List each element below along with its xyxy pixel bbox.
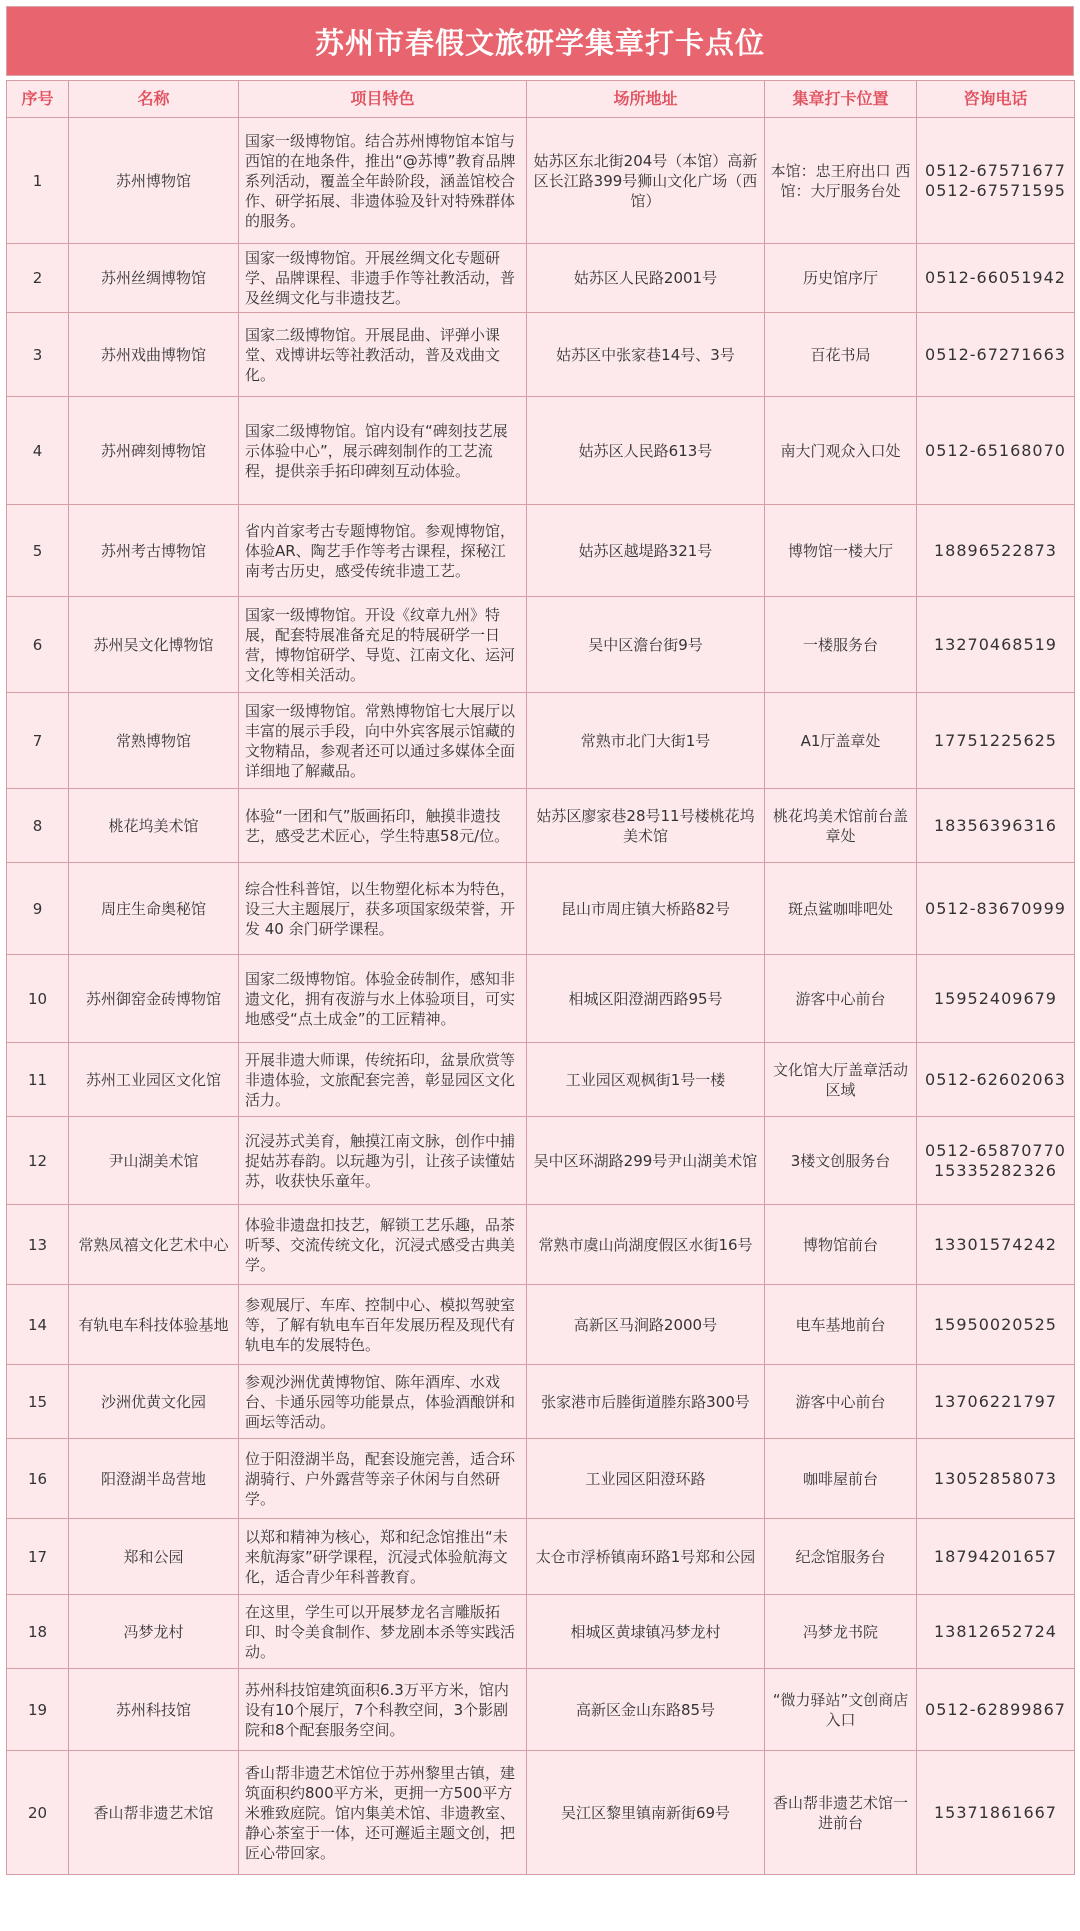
cell-stamp: 桃花坞美术馆前台盖章处	[765, 789, 917, 863]
cell-phone	[917, 1439, 1075, 1519]
cell-phone	[917, 1751, 1075, 1875]
cell-name: 苏州吴文化博物馆	[69, 597, 239, 693]
phone-number: 0512-67271663	[925, 344, 1066, 364]
phone-number: 13270468519	[934, 634, 1057, 654]
table-row	[7, 863, 1075, 955]
cell-stamp: 香山帮非遗艺术馆一进前台	[765, 1751, 917, 1875]
cell-name: 常熟凤禧文化艺术中心	[69, 1205, 239, 1285]
cell-stamp: 南大门观众入口处	[765, 397, 917, 505]
cell-name: 苏州戏曲博物馆	[69, 313, 239, 397]
phone-number: 13706221797	[934, 1391, 1057, 1411]
cell-address: 相城区阳澄湖西路95号	[527, 955, 765, 1043]
cell-name: 苏州工业园区文化馆	[69, 1043, 239, 1117]
cell-address: 相城区黄埭镇冯梦龙村	[527, 1595, 765, 1669]
phone-number: 0512-62602063	[925, 1069, 1066, 1089]
cell-name: 冯梦龙村	[69, 1595, 239, 1669]
phone-number: 0512-65870770	[925, 1140, 1066, 1160]
table-row	[7, 244, 1075, 313]
cell-no: 18	[7, 1595, 69, 1669]
phone-number: 0512-66051942	[925, 268, 1066, 287]
cell-name: 苏州博物馆	[69, 118, 239, 244]
cell-phone	[917, 1285, 1075, 1365]
cell-address: 吴中区环湖路299号尹山湖美术馆	[527, 1117, 765, 1205]
cell-stamp: 游客中心前台	[765, 1365, 917, 1439]
cell-stamp: 3楼文创服务台	[765, 1117, 917, 1205]
table-row	[7, 1043, 1075, 1117]
cell-phone	[917, 1595, 1075, 1669]
table-row	[7, 1117, 1075, 1205]
cell-name: 周庄生命奥秘馆	[69, 863, 239, 955]
cell-name: 苏州科技馆	[69, 1669, 239, 1751]
header-no: 序号	[7, 81, 69, 118]
phone-number: 18896522873	[934, 540, 1057, 560]
cell-feature: 国家一级博物馆。结合苏州博物馆本馆与西馆的在地条件，推出“@苏博”教育品牌系列活动，覆盖全年龄阶段，涵盖馆校合作、研学拓展、非遗体验及针对特殊群体的服务。	[239, 118, 527, 244]
cell-no: 19	[7, 1669, 69, 1751]
phone-number: 15950020525	[934, 1314, 1057, 1334]
cell-feature: 国家二级博物馆。体验金砖制作，感知非遗文化，拥有夜游与水上体验项目，可实地感受“点土成金”的工匠精神。	[239, 955, 527, 1043]
cell-stamp: 博物馆前台	[765, 1205, 917, 1285]
table-row	[7, 118, 1075, 244]
cell-no: 14	[7, 1285, 69, 1365]
cell-no: 15	[7, 1365, 69, 1439]
cell-stamp: 电车基地前台	[765, 1285, 917, 1365]
header-stamp: 集章打卡位置	[765, 81, 917, 118]
phone-number: 13052858073	[934, 1468, 1057, 1488]
cell-stamp: “微力驿站”文创商店入口	[765, 1669, 917, 1751]
cell-name: 苏州碑刻博物馆	[69, 397, 239, 505]
cell-address: 吴江区黎里镇南新街69号	[527, 1751, 765, 1875]
cell-no: 17	[7, 1519, 69, 1595]
cell-feature: 苏州科技馆建筑面积6.3万平方米，馆内设有10个展厅，7个科教空间，3个影剧院和8个配套服务空间。	[239, 1669, 527, 1751]
cell-phone	[917, 1365, 1075, 1439]
header-phone: 咨询电话	[917, 81, 1075, 118]
venue-table	[6, 80, 1075, 1875]
cell-stamp: 咖啡屋前台	[765, 1439, 917, 1519]
cell-stamp: 本馆：忠王府出口 西馆：大厅服务台处	[765, 118, 917, 244]
cell-stamp: 纪念馆服务台	[765, 1519, 917, 1595]
phone-number: 0512-65168070	[925, 440, 1066, 460]
cell-address: 太仓市浮桥镇南环路1号郑和公园	[527, 1519, 765, 1595]
cell-feature: 参观沙洲优黄博物馆、陈年酒库、水戏台、卡通乐园等功能景点，体验酒酿饼和画坛等活动。	[239, 1365, 527, 1439]
cell-address: 工业园区阳澄环路	[527, 1439, 765, 1519]
cell-address: 昆山市周庄镇大桥路82号	[527, 863, 765, 955]
phone-number: 18356396316	[934, 815, 1057, 835]
cell-address: 张家港市后塍街道塍东路300号	[527, 1365, 765, 1439]
header-row	[7, 81, 1075, 118]
cell-feature: 体验非遗盘扣技艺，解锁工艺乐趣，品茶听琴、交流传统文化，沉浸式感受古典美学。	[239, 1205, 527, 1285]
cell-phone	[917, 597, 1075, 693]
cell-feature: 在这里，学生可以开展梦龙名言雕版拓印、时令美食制作、梦龙剧本杀等实践活动。	[239, 1595, 527, 1669]
cell-feature: 国家一级博物馆。常熟博物馆七大展厅以丰富的展示手段，向中外宾客展示馆藏的文物精品，参观者还可以通过多媒体全面详细地了解藏品。	[239, 693, 527, 789]
cell-address: 姑苏区人民路613号	[527, 397, 765, 505]
cell-name: 郑和公园	[69, 1519, 239, 1595]
cell-feature: 参观展厅、车库、控制中心、模拟驾驶室等，了解有轨电车百年发展历程及现代有轨电车的发展特色。	[239, 1285, 527, 1365]
cell-stamp: 斑点鲨咖啡吧处	[765, 863, 917, 955]
cell-address: 常熟市虞山尚湖度假区水街16号	[527, 1205, 765, 1285]
header-feature: 项目特色	[239, 81, 527, 118]
cell-name: 尹山湖美术馆	[69, 1117, 239, 1205]
cell-feature: 沉浸苏式美育，触摸江南文脉，创作中捕捉姑苏春韵。以玩趣为引，让孩子读懂姑苏，收获快乐童年。	[239, 1117, 527, 1205]
table-row	[7, 1519, 1075, 1595]
cell-stamp: 一楼服务台	[765, 597, 917, 693]
cell-feature: 国家一级博物馆。开设《纹章九州》特展，配套特展准备充足的特展研学一日营，博物馆研学、导览、江南文化、运河文化等相关活动。	[239, 597, 527, 693]
cell-feature: 国家一级博物馆。开展丝绸文化专题研学、品牌课程、非遗手作等社教活动，普及丝绸文化与非遗技艺。	[239, 244, 527, 313]
phone-number: 0512-83670999	[925, 898, 1066, 918]
cell-no: 9	[7, 863, 69, 955]
cell-feature: 省内首家考古专题博物馆。参观博物馆，体验AR、陶艺手作等考古课程，探秘江南考古历史，感受传统非遗工艺。	[239, 505, 527, 597]
page-title: 苏州市春假文旅研学集章打卡点位	[6, 6, 1074, 76]
cell-feature: 体验“一团和气”版画拓印，触摸非遗技艺，感受艺术匠心，学生特惠58元/位。	[239, 789, 527, 863]
cell-stamp: 文化馆大厅盖章活动区域	[765, 1043, 917, 1117]
cell-address: 吴中区澹台街9号	[527, 597, 765, 693]
cell-name: 苏州御窑金砖博物馆	[69, 955, 239, 1043]
cell-phone	[917, 244, 1075, 313]
cell-name: 沙洲优黄文化园	[69, 1365, 239, 1439]
cell-name: 苏州丝绸博物馆	[69, 244, 239, 313]
cell-feature: 香山帮非遗艺术馆位于苏州黎里古镇，建筑面积约800平方米，更拥一方500平方米雅致庭院。馆内集美术馆、非遗教室、静心茶室于一体，还可邂逅主题文创，把匠心带回家。	[239, 1751, 527, 1875]
phone-number: 0512-62899867	[925, 1699, 1066, 1719]
cell-address: 高新区金山东路85号	[527, 1669, 765, 1751]
cell-no: 4	[7, 397, 69, 505]
cell-address: 姑苏区廖家巷28号11号楼桃花坞美术馆	[527, 789, 765, 863]
cell-stamp: 百花书局	[765, 313, 917, 397]
cell-no: 6	[7, 597, 69, 693]
cell-name: 阳澄湖半岛营地	[69, 1439, 239, 1519]
cell-address: 姑苏区人民路2001号	[527, 244, 765, 313]
phone-number: 15952409679	[934, 988, 1057, 1008]
cell-feature: 以郑和精神为核心，郑和纪念馆推出“未来航海家”研学课程，沉浸式体验航海文化，适合青少年科普教育。	[239, 1519, 527, 1595]
table-row	[7, 1439, 1075, 1519]
table-row	[7, 505, 1075, 597]
phone-number: 13301574242	[934, 1234, 1057, 1254]
cell-address: 姑苏区越堤路321号	[527, 505, 765, 597]
cell-no: 10	[7, 955, 69, 1043]
cell-feature: 位于阳澄湖半岛，配套设施完善，适合环湖骑行、户外露营等亲子休闲与自然研学。	[239, 1439, 527, 1519]
cell-phone	[917, 313, 1075, 397]
cell-name: 苏州考古博物馆	[69, 505, 239, 597]
table-row	[7, 313, 1075, 397]
table-row	[7, 1595, 1075, 1669]
phone-number: 0512-67571677	[925, 160, 1066, 180]
cell-feature: 开展非遗大师课，传统拓印，盆景欣赏等非遗体验，文旅配套完善，彰显园区文化活力。	[239, 1043, 527, 1117]
table-row	[7, 1365, 1075, 1439]
cell-name: 有轨电车科技体验基地	[69, 1285, 239, 1365]
phone-number: 15371861667	[934, 1802, 1057, 1822]
cell-no: 20	[7, 1751, 69, 1875]
cell-address: 姑苏区东北街204号（本馆）高新区长江路399号狮山文化广场（西馆）	[527, 118, 765, 244]
cell-name: 桃花坞美术馆	[69, 789, 239, 863]
cell-phone	[917, 397, 1075, 505]
cell-no: 8	[7, 789, 69, 863]
phone-number: 18794201657	[934, 1546, 1057, 1566]
cell-stamp: 冯梦龙书院	[765, 1595, 917, 1669]
header-address: 场所地址	[527, 81, 765, 118]
cell-no: 5	[7, 505, 69, 597]
cell-name: 香山帮非遗艺术馆	[69, 1751, 239, 1875]
table-row	[7, 693, 1075, 789]
header-name: 名称	[69, 81, 239, 118]
table-row	[7, 1751, 1075, 1875]
cell-stamp: 历史馆序厅	[765, 244, 917, 313]
cell-address: 姑苏区中张家巷14号、3号	[527, 313, 765, 397]
phone-number: 13812652724	[934, 1621, 1057, 1641]
cell-phone	[917, 118, 1075, 244]
table-row	[7, 397, 1075, 505]
table-row	[7, 1205, 1075, 1285]
cell-phone	[917, 1669, 1075, 1751]
cell-feature: 国家二级博物馆。馆内设有“碑刻技艺展示体验中心”，展示碑刻制作的工艺流程，提供亲手拓印碑刻互动体验。	[239, 397, 527, 505]
cell-address: 高新区马涧路2000号	[527, 1285, 765, 1365]
cell-no: 11	[7, 1043, 69, 1117]
cell-no: 2	[7, 244, 69, 313]
phone-number: 0512-67571595	[925, 180, 1066, 200]
cell-phone	[917, 505, 1075, 597]
cell-phone	[917, 1205, 1075, 1285]
cell-no: 7	[7, 693, 69, 789]
table-row	[7, 1285, 1075, 1365]
cell-feature: 国家二级博物馆。开展昆曲、评弹小课堂、戏博讲坛等社教活动，普及戏曲文化。	[239, 313, 527, 397]
cell-phone	[917, 955, 1075, 1043]
cell-address: 常熟市北门大街1号	[527, 693, 765, 789]
table-body	[7, 118, 1075, 1875]
cell-phone	[917, 693, 1075, 789]
cell-stamp: 游客中心前台	[765, 955, 917, 1043]
table-row	[7, 597, 1075, 693]
cell-phone	[917, 1519, 1075, 1595]
phone-number: 17751225625	[934, 730, 1057, 750]
cell-stamp: A1厅盖章处	[765, 693, 917, 789]
cell-phone	[917, 1043, 1075, 1117]
cell-name: 常熟博物馆	[69, 693, 239, 789]
cell-phone	[917, 789, 1075, 863]
phone-number: 15335282326	[934, 1160, 1057, 1180]
cell-no: 13	[7, 1205, 69, 1285]
cell-phone	[917, 1117, 1075, 1205]
table-row	[7, 1669, 1075, 1751]
cell-feature: 综合性科普馆，以生物塑化标本为特色，设三大主题展厅，获多项国家级荣誉，开发 40 余门研学课程。	[239, 863, 527, 955]
table-row	[7, 789, 1075, 863]
table-row	[7, 955, 1075, 1043]
cell-no: 1	[7, 118, 69, 244]
cell-no: 3	[7, 313, 69, 397]
cell-no: 12	[7, 1117, 69, 1205]
cell-phone	[917, 863, 1075, 955]
cell-address: 工业园区观枫街1号一楼	[527, 1043, 765, 1117]
cell-stamp: 博物馆一楼大厅	[765, 505, 917, 597]
cell-no: 16	[7, 1439, 69, 1519]
